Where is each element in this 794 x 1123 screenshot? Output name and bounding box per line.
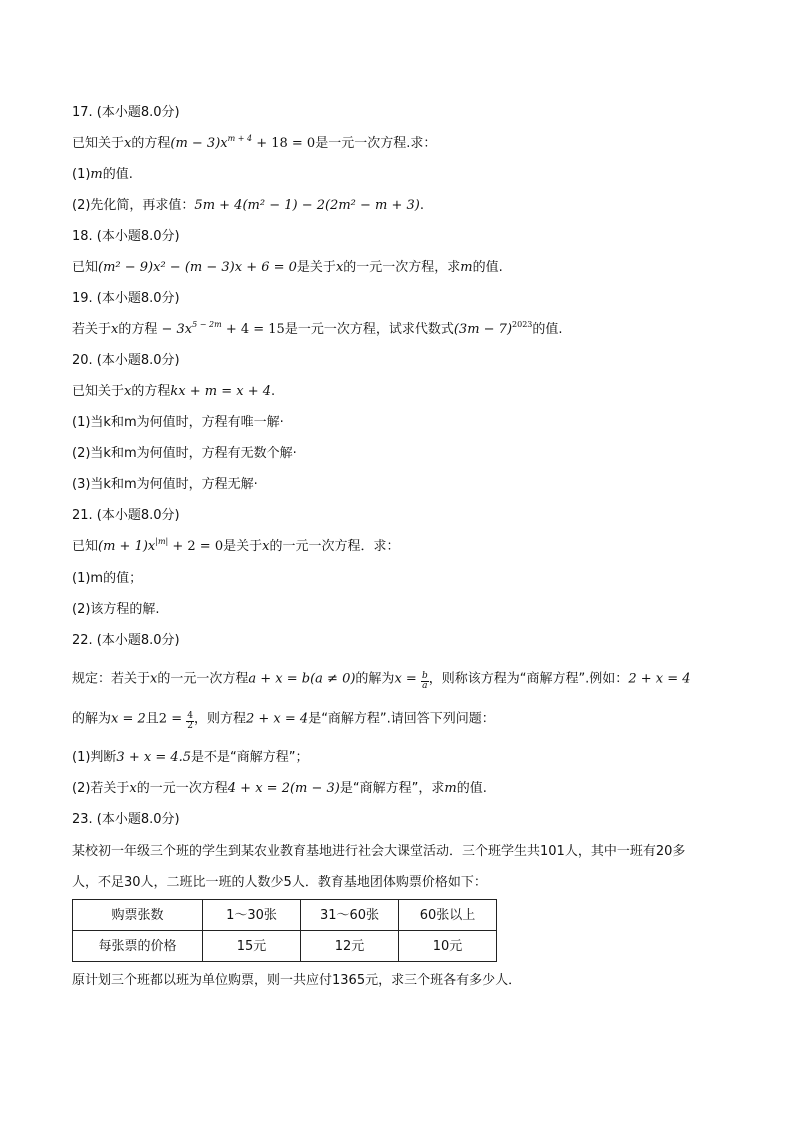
ticket-price-table: [72, 899, 497, 962]
problem-17-stem: 已知关于x的方程$(m - 3)x^{m + 4} + 18 = 0$是一元一次方程.求：: [72, 134, 437, 151]
problem-21-header: 21. (本小题8.0分): [72, 508, 180, 523]
table-cell: 每张票的价格: [73, 931, 203, 962]
problem-22-para1: 规定：若关于x的一元一次方程a + x = b(a ≠ 0)的解为x = $\frac{b}{a}$ ，则称该方程为“商解方程”.例如：2 + x = 4: [72, 671, 691, 692]
fraction-b-over-a: $\frac{b}{a}$: [421, 671, 428, 692]
problem-22-header: 22. (本小题8.0分): [72, 633, 180, 648]
table-cell: 购票张数: [73, 900, 203, 931]
table-cell: 10元: [399, 931, 497, 962]
table-cell: 15元: [203, 931, 301, 962]
problem-23-header: 23. (本小题8.0分): [72, 812, 180, 827]
problem-17-sub1: (1)m的值.: [72, 167, 133, 182]
problem-20-sub1: (1)当k和m为何值时，方程有唯一解·: [72, 415, 284, 430]
table-cell: 1～30张: [203, 900, 301, 931]
problem-23-para3: 原计划三个班都以班为单位购票，则一共应付1365元，求三个班各有多少人．: [72, 973, 522, 988]
problem-19-header: 19. (本小题8.0分): [72, 291, 180, 306]
problem-17-header: 17. (本小题8.0分): [72, 105, 180, 120]
table-cell: 12元: [301, 931, 399, 962]
problem-19-stem: 若关于x的方程 − $3x^{5 - 2m} + 4 = 15$是一元一次方程，试求代数式$(3m - 7)^{2023}$的值.: [72, 320, 563, 337]
problem-20-sub3: (3)当k和m为何值时，方程无解·: [72, 477, 258, 492]
problem-22-sub1: (1)判断3 + x = 4.5是不是“商解方程”；: [72, 750, 309, 765]
problem-21-sub2: (2)该方程的解.: [72, 602, 160, 617]
problem-18-header: 18. (本小题8.0分): [72, 229, 180, 244]
problem-20-header: 20. (本小题8.0分): [72, 353, 180, 368]
problem-22-para2: 的解为x = 2且2 = $\frac{4}{2}$ ，则方程2 + x = 4是“商解方程”.请回答下列问题：: [72, 711, 495, 732]
table-row: [73, 900, 497, 931]
table-cell: 60张以上: [399, 900, 497, 931]
problem-20-sub2: (2)当k和m为何值时，方程有无数个解·: [72, 446, 297, 461]
problem-21-stem: 已知$(m + 1)x^{|m|} + 2 = 0$是关于x的一元一次方程．求：: [72, 537, 400, 554]
problem-18-stem: 已知(m² − 9)x² − (m − 3)x + 6 = 0是关于x的一元一次方程，求m的值.: [72, 260, 503, 275]
fraction-4-over-2: $\frac{4}{2}$: [187, 711, 193, 732]
problem-20-stem: 已知关于x的方程kx + m = x + 4.: [72, 384, 276, 399]
problem-23-para1: 某校初一年级三个班的学生到某农业教育基地进行社会大课堂活动．三个班学生共101人，其中一班有20多: [72, 844, 686, 859]
problem-21-sub1: (1)m的值；: [72, 571, 143, 586]
problem-17-sub2: (2)先化简，再求值：5m + 4(m² − 1) − 2(2m² − m + 3).: [72, 198, 424, 213]
table-cell: 31～60张: [301, 900, 399, 931]
table-row: [73, 931, 497, 962]
problem-22-sub2: (2)若关于x的一元一次方程4 + x = 2(m − 3)是“商解方程”，求m的值.: [72, 781, 487, 796]
problem-23-para2: 人，不足30人，二班比一班的人数少5人．教育基地团体购票价格如下：: [72, 875, 487, 890]
